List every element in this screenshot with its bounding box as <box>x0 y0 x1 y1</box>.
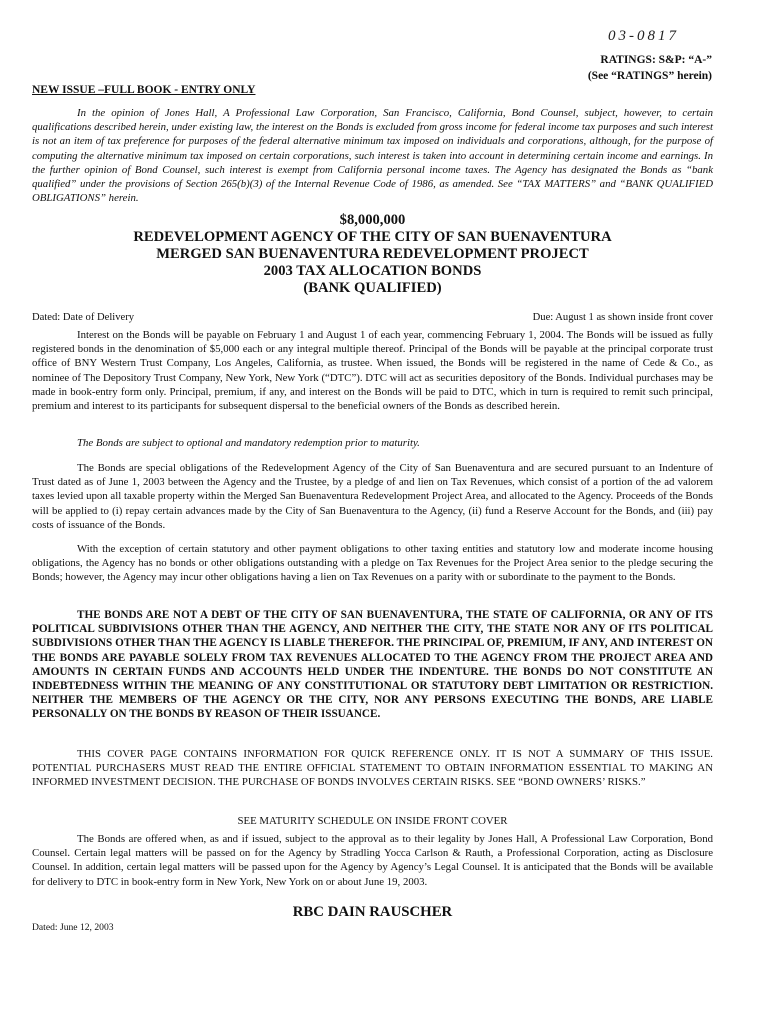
other-obligations-paragraph: With the exception of certain statutory and other payment obligations to other taxing entities and statutory low and moderate income housing obligations, the Agency has no bonds or other obligations outstanding with a pledge on Tax Revenues for the Project Area senior to the pledge securing the Bonds; however, the Agency may incur other obligations having a lien on Tax Revenues on a parity with or subordinate to the payment to the Bonds. <box>32 543 713 584</box>
cover-page-notice: THIS COVER PAGE CONTAINS INFORMATION FOR QUICK REFERENCE ONLY. IT IS NOT A SUMMARY OF THIS ISSUE. POTENTIAL PURCHASERS MUST READ THE ENTIRE OFFICIAL STATEMENT TO OBTAIN INFORMATION ESSENTIAL TO MAKING AN INFORMED INVESTMENT DECISION. THE PURCHASE OF BONDS INVOLVES CERTAIN RISKS. SEE “BOND OWNERS’ RISKS.” <box>32 748 713 789</box>
special-obligations-paragraph: The Bonds are special obligations of the Redevelopment Agency of the City of San Buenaventura and are secured pursuant to an Indenture of Trust dated as of June 1, 2003 between the Agency and the Trustee, by a pledge of and lien on Tax Revenues, which consist of a portion of the ad valorem taxes levied upon all taxable property within the Merged San Buenaventura Redevelopment Project Area, and allocated to the Agency. Proceeds of the Bonds will be applied to (i) repay certain advances made by the City of San Buenaventura to the Agency, (ii) fund a Reserve Account for the Bonds, and (iii) pay costs of issuance of the Bonds. <box>32 462 713 531</box>
not-a-debt-paragraph: THE BONDS ARE NOT A DEBT OF THE CITY OF SAN BUENAVENTURA, THE STATE OF CALIFORNIA, OR ANY OF ITS POLITICAL SUBDIVISIONS OTHER THAN THE AGENCY, AND NEITHER THE CITY, THE STATE NOR ANY OF ITS POLITICAL SUBDIVISIONS OTHER THAN THE AGENCY IS LIABLE THEREFOR. THE PRINCIPAL OF, PREMIUM, IF ANY, AND INTEREST ON THE BONDS ARE PAYABLE SOLELY FROM TAX REVENUES ALLOCATED TO THE AGENCY FROM THE PROJECT AREA AND AMOUNTS IN CERTAIN FUNDS AND ACCOUNTS HELD UNDER THE INDENTURE. THE BONDS DO NOT CONSTITUTE AN INDEBTEDNESS WITHIN THE MEANING OF ANY CONSTITUTIONAL OR STATUTORY DEBT LIMITATION OR RESTRICTION. NEITHER THE MEMBERS OF THE AGENCY OR THE CITY, NOR ANY PERSONS EXECUTING THE BONDS, ARE LIABLE PERSONALLY ON THE BONDS BY REASON OF THEIR ISSUANCE. <box>32 609 713 721</box>
ratings-see-herein: (See “RATINGS” herein) <box>587 70 712 82</box>
issue-amount: $8,000,000 <box>339 212 406 228</box>
project-name: MERGED SAN BUENAVENTURA REDEVELOPMENT PROJECT <box>156 246 589 262</box>
issuer-name: REDEVELOPMENT AGENCY OF THE CITY OF SAN BUENAVENTURA <box>133 229 612 245</box>
statement-date: Dated: June 12, 2003 <box>32 922 114 933</box>
dated-due-row <box>32 312 713 323</box>
offering-paragraph: The Bonds are offered when, as and if issued, subject to the approval as to their legality by Jones Hall, A Professional Law Corporation, Bond Counsel. Certain legal matters will be passed on for the Agency by Stradling Yocca Carlson & Rauth, a Professional Corporation, acting as Disclosure Counsel. In addition, certain legal matters will be passed upon for the Agency by Agency’s Legal Counsel. It is anticipated that the Bonds will be available for delivery to DTC in book-entry form in New York, New York on or about June 19, 2003. <box>32 833 713 888</box>
handwritten-reference: 03-0817 <box>608 28 679 44</box>
underwriter-name: RBC DAIN RAUSCHER <box>292 904 453 920</box>
interest-paragraph: Interest on the Bonds will be payable on February 1 and August 1 of each year, commencing February 1, 2004. The Bonds will be issued as fully registered bonds in the denomination of $5,000 each or any integral multiple thereof. Principal of the Bonds will be payable at the principal corporate trust office of BNY Western Trust Company, Los Angeles, California, as trustee. When issued, the Bonds will be registered in the name of Cede & Co., as nominee of The Depository Trust Company, New York, New York (“DTC”). DTC will act as securities depository of the Bonds. Individual purchases may be made in book-entry form only. Principal, premium, if any, and interest on the Bonds will be paid to DTC, which in turn is required to remit such principal, premium and interest to its participants for subsequent dispersal to the beneficial owners of the Bonds as described herein. <box>32 329 713 413</box>
new-issue-heading: NEW ISSUE –FULL BOOK - ENTRY ONLY <box>32 84 256 96</box>
bond-counsel-opinion: In the opinion of Jones Hall, A Professional Law Corporation, San Francisco, California, Bond Counsel, subject, however, to certain qualifications described herein, under existing law, the interest on the Bonds is excluded from gross income for federal income tax purposes and such interest is not an item of tax preference for purposes of the federal alternative minimum tax imposed on individuals and corporations, although, for the purpose of computing the alternative minimum tax imposed on certain corporations, such interest is taken into account in determining certain income and earnings. In the further opinion of Bond Counsel, such interest is exempt from California personal income taxes. The Agency has designated the Bonds as “bank qualified” under the provisions of Section 265(b)(3) of the Internal Revenue Code of 1986, as amended. See “TAX MATTERS” and “BANK QUALIFIED OBLIGATIONS” herein. <box>32 107 713 205</box>
bond-series: 2003 TAX ALLOCATION BONDS <box>263 263 482 279</box>
dated-label: Dated: Date of Delivery <box>32 312 135 323</box>
title-block <box>32 212 713 297</box>
maturity-schedule-note: SEE MATURITY SCHEDULE ON INSIDE FRONT COVER <box>237 815 508 827</box>
ratings-line: RATINGS: S&P: “A-” <box>600 54 712 66</box>
bank-qualified-label: (BANK QUALIFIED) <box>303 280 442 296</box>
ratings-block <box>588 52 712 84</box>
redemption-paragraph: The Bonds are subject to optional and mandatory redemption prior to maturity. <box>77 437 420 449</box>
due-label: Due: August 1 as shown inside front cover <box>532 312 713 323</box>
